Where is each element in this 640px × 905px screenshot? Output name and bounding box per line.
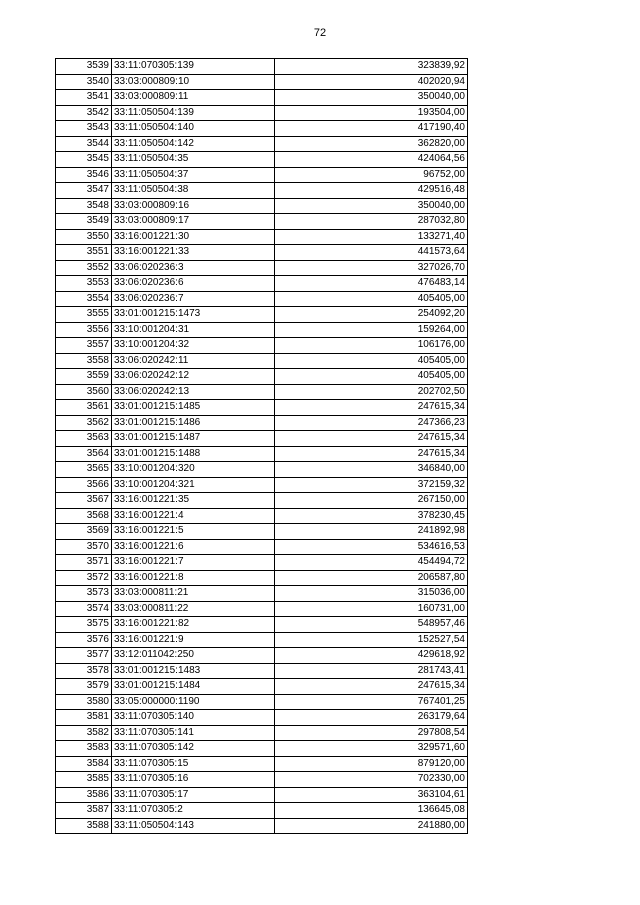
table-row xyxy=(56,787,468,803)
cadastral-value-cell: 96752,00 xyxy=(275,167,468,183)
table-row xyxy=(56,322,468,338)
row-number-cell: 3587 xyxy=(56,803,112,819)
table-row xyxy=(56,772,468,788)
row-number-cell: 3584 xyxy=(56,756,112,772)
cadastral-value-cell: 402020,94 xyxy=(275,74,468,90)
cadastral-value-cell: 362820,00 xyxy=(275,136,468,152)
cadastral-value-cell: 378230,45 xyxy=(275,508,468,524)
cadastral-number-cell: 33:11:070305:141 xyxy=(112,725,275,741)
row-number-cell: 3558 xyxy=(56,353,112,369)
cadastral-value-cell: 263179,64 xyxy=(275,710,468,726)
table-row xyxy=(56,586,468,602)
table-row xyxy=(56,338,468,354)
cadastral-number-cell: 33:11:070305:139 xyxy=(112,59,275,75)
cadastral-number-cell: 33:11:070305:2 xyxy=(112,803,275,819)
cadastral-number-cell: 33:16:001221:7 xyxy=(112,555,275,571)
cadastral-value-cell: 350040,00 xyxy=(275,90,468,106)
cadastral-value-cell: 267150,00 xyxy=(275,493,468,509)
table-row xyxy=(56,198,468,214)
cadastral-number-cell: 33:06:020242:12 xyxy=(112,369,275,385)
cadastral-value-cell: 363104,61 xyxy=(275,787,468,803)
row-number-cell: 3555 xyxy=(56,307,112,323)
table-row xyxy=(56,632,468,648)
table-row xyxy=(56,90,468,106)
row-number-cell: 3585 xyxy=(56,772,112,788)
table-row xyxy=(56,59,468,75)
table-row xyxy=(56,291,468,307)
row-number-cell: 3569 xyxy=(56,524,112,540)
row-number-cell: 3551 xyxy=(56,245,112,261)
cadastral-value-table xyxy=(55,58,468,834)
table-row xyxy=(56,462,468,478)
cadastral-number-cell: 33:11:050504:140 xyxy=(112,121,275,137)
cadastral-value-cell: 106176,00 xyxy=(275,338,468,354)
table-row xyxy=(56,105,468,121)
cadastral-number-cell: 33:10:001204:320 xyxy=(112,462,275,478)
cadastral-number-cell: 33:01:001215:1486 xyxy=(112,415,275,431)
row-number-cell: 3539 xyxy=(56,59,112,75)
table-row xyxy=(56,818,468,834)
cadastral-number-cell: 33:11:050504:38 xyxy=(112,183,275,199)
cadastral-value-cell: 476483,14 xyxy=(275,276,468,292)
table-row xyxy=(56,214,468,230)
cadastral-number-cell: 33:11:070305:142 xyxy=(112,741,275,757)
cadastral-number-cell: 33:01:001215:1483 xyxy=(112,663,275,679)
table-row xyxy=(56,307,468,323)
table-row xyxy=(56,431,468,447)
table-row xyxy=(56,245,468,261)
cadastral-value-cell: 247366,23 xyxy=(275,415,468,431)
cadastral-number-cell: 33:06:020236:7 xyxy=(112,291,275,307)
cadastral-number-cell: 33:03:000811:22 xyxy=(112,601,275,617)
row-number-cell: 3546 xyxy=(56,167,112,183)
cadastral-number-cell: 33:06:020236:6 xyxy=(112,276,275,292)
table-row xyxy=(56,229,468,245)
cadastral-value-cell: 206587,80 xyxy=(275,570,468,586)
row-number-cell: 3567 xyxy=(56,493,112,509)
table-row xyxy=(56,446,468,462)
cadastral-number-cell: 33:16:001221:4 xyxy=(112,508,275,524)
table-row xyxy=(56,369,468,385)
table-row xyxy=(56,415,468,431)
table-row xyxy=(56,353,468,369)
cadastral-value-cell: 281743,41 xyxy=(275,663,468,679)
cadastral-value-cell: 346840,00 xyxy=(275,462,468,478)
row-number-cell: 3548 xyxy=(56,198,112,214)
cadastral-number-cell: 33:11:070305:140 xyxy=(112,710,275,726)
cadastral-value-cell: 454494,72 xyxy=(275,555,468,571)
cadastral-number-cell: 33:01:001215:1484 xyxy=(112,679,275,695)
cadastral-value-cell: 323839,92 xyxy=(275,59,468,75)
row-number-cell: 3544 xyxy=(56,136,112,152)
row-number-cell: 3581 xyxy=(56,710,112,726)
row-number-cell: 3582 xyxy=(56,725,112,741)
row-number-cell: 3575 xyxy=(56,617,112,633)
page-number: 72 xyxy=(313,27,327,39)
table-row xyxy=(56,508,468,524)
table-row xyxy=(56,601,468,617)
cadastral-number-cell: 33:01:001215:1487 xyxy=(112,431,275,447)
row-number-cell: 3545 xyxy=(56,152,112,168)
cadastral-number-cell: 33:03:000809:10 xyxy=(112,74,275,90)
row-number-cell: 3571 xyxy=(56,555,112,571)
cadastral-value-cell: 429618,92 xyxy=(275,648,468,664)
cadastral-number-cell: 33:06:020236:3 xyxy=(112,260,275,276)
row-number-cell: 3547 xyxy=(56,183,112,199)
row-number-cell: 3564 xyxy=(56,446,112,462)
table-row xyxy=(56,493,468,509)
cadastral-value-cell: 350040,00 xyxy=(275,198,468,214)
cadastral-number-cell: 33:12:011042:250 xyxy=(112,648,275,664)
table-row xyxy=(56,152,468,168)
table-row xyxy=(56,539,468,555)
cadastral-number-cell: 33:16:001221:6 xyxy=(112,539,275,555)
table-row xyxy=(56,524,468,540)
table-row xyxy=(56,136,468,152)
row-number-cell: 3563 xyxy=(56,431,112,447)
row-number-cell: 3540 xyxy=(56,74,112,90)
row-number-cell: 3541 xyxy=(56,90,112,106)
cadastral-number-cell: 33:11:070305:15 xyxy=(112,756,275,772)
cadastral-value-cell: 202702,50 xyxy=(275,384,468,400)
cadastral-number-cell: 33:16:001221:33 xyxy=(112,245,275,261)
table-row xyxy=(56,663,468,679)
cadastral-number-cell: 33:10:001204:32 xyxy=(112,338,275,354)
row-number-cell: 3566 xyxy=(56,477,112,493)
cadastral-number-cell: 33:10:001204:321 xyxy=(112,477,275,493)
row-number-cell: 3578 xyxy=(56,663,112,679)
cadastral-value-cell: 424064,56 xyxy=(275,152,468,168)
cadastral-value-cell: 247615,34 xyxy=(275,679,468,695)
row-number-cell: 3552 xyxy=(56,260,112,276)
cadastral-number-cell: 33:06:020242:11 xyxy=(112,353,275,369)
cadastral-number-cell: 33:16:001221:9 xyxy=(112,632,275,648)
table-row xyxy=(56,648,468,664)
table-row xyxy=(56,570,468,586)
cadastral-value-cell: 405405,00 xyxy=(275,369,468,385)
cadastral-value-cell: 702330,00 xyxy=(275,772,468,788)
cadastral-value-cell: 548957,46 xyxy=(275,617,468,633)
cadastral-number-cell: 33:10:001204:31 xyxy=(112,322,275,338)
row-number-cell: 3580 xyxy=(56,694,112,710)
row-number-cell: 3586 xyxy=(56,787,112,803)
cadastral-value-cell: 405405,00 xyxy=(275,353,468,369)
cadastral-value-cell: 372159,32 xyxy=(275,477,468,493)
table-row xyxy=(56,276,468,292)
cadastral-number-cell: 33:03:000811:21 xyxy=(112,586,275,602)
row-number-cell: 3565 xyxy=(56,462,112,478)
cadastral-value-cell: 241892,98 xyxy=(275,524,468,540)
cadastral-value-cell: 441573,64 xyxy=(275,245,468,261)
table-body xyxy=(56,59,468,834)
row-number-cell: 3553 xyxy=(56,276,112,292)
cadastral-number-cell: 33:11:070305:17 xyxy=(112,787,275,803)
cadastral-number-cell: 33:06:020242:13 xyxy=(112,384,275,400)
row-number-cell: 3562 xyxy=(56,415,112,431)
row-number-cell: 3572 xyxy=(56,570,112,586)
cadastral-number-cell: 33:05:000000:1190 xyxy=(112,694,275,710)
table-row xyxy=(56,167,468,183)
cadastral-number-cell: 33:03:000809:17 xyxy=(112,214,275,230)
cadastral-number-cell: 33:11:070305:16 xyxy=(112,772,275,788)
cadastral-value-cell: 152527,54 xyxy=(275,632,468,648)
cadastral-number-cell: 33:11:050504:139 xyxy=(112,105,275,121)
cadastral-value-cell: 133271,40 xyxy=(275,229,468,245)
row-number-cell: 3557 xyxy=(56,338,112,354)
row-number-cell: 3583 xyxy=(56,741,112,757)
row-number-cell: 3579 xyxy=(56,679,112,695)
row-number-cell: 3588 xyxy=(56,818,112,834)
cadastral-value-cell: 329571,60 xyxy=(275,741,468,757)
cadastral-number-cell: 33:01:001215:1473 xyxy=(112,307,275,323)
row-number-cell: 3573 xyxy=(56,586,112,602)
table-row xyxy=(56,725,468,741)
cadastral-number-cell: 33:03:000809:16 xyxy=(112,198,275,214)
row-number-cell: 3543 xyxy=(56,121,112,137)
cadastral-number-cell: 33:11:050504:142 xyxy=(112,136,275,152)
row-number-cell: 3574 xyxy=(56,601,112,617)
table-row xyxy=(56,121,468,137)
cadastral-value-cell: 160731,00 xyxy=(275,601,468,617)
cadastral-value-cell: 287032,80 xyxy=(275,214,468,230)
cadastral-value-cell: 534616,53 xyxy=(275,539,468,555)
table-row xyxy=(56,803,468,819)
row-number-cell: 3550 xyxy=(56,229,112,245)
cadastral-number-cell: 33:16:001221:8 xyxy=(112,570,275,586)
cadastral-value-cell: 327026,70 xyxy=(275,260,468,276)
cadastral-value-cell: 136645,08 xyxy=(275,803,468,819)
table-row xyxy=(56,694,468,710)
row-number-cell: 3577 xyxy=(56,648,112,664)
table-row xyxy=(56,74,468,90)
table-row xyxy=(56,260,468,276)
cadastral-number-cell: 33:11:050504:35 xyxy=(112,152,275,168)
row-number-cell: 3570 xyxy=(56,539,112,555)
cadastral-value-cell: 297808,54 xyxy=(275,725,468,741)
cadastral-number-cell: 33:16:001221:30 xyxy=(112,229,275,245)
cadastral-value-cell: 241880,00 xyxy=(275,818,468,834)
row-number-cell: 3561 xyxy=(56,400,112,416)
cadastral-value-cell: 315036,00 xyxy=(275,586,468,602)
cadastral-value-cell: 429516,48 xyxy=(275,183,468,199)
cadastral-number-cell: 33:11:050504:37 xyxy=(112,167,275,183)
table-row xyxy=(56,555,468,571)
table-row xyxy=(56,617,468,633)
table-row xyxy=(56,756,468,772)
cadastral-value-cell: 254092,20 xyxy=(275,307,468,323)
cadastral-number-cell: 33:03:000809:11 xyxy=(112,90,275,106)
row-number-cell: 3549 xyxy=(56,214,112,230)
cadastral-value-cell: 247615,34 xyxy=(275,400,468,416)
row-number-cell: 3560 xyxy=(56,384,112,400)
cadastral-number-cell: 33:01:001215:1488 xyxy=(112,446,275,462)
row-number-cell: 3559 xyxy=(56,369,112,385)
cadastral-number-cell: 33:16:001221:35 xyxy=(112,493,275,509)
cadastral-value-cell: 405405,00 xyxy=(275,291,468,307)
table-row xyxy=(56,384,468,400)
table-row xyxy=(56,400,468,416)
cadastral-number-cell: 33:11:050504:143 xyxy=(112,818,275,834)
row-number-cell: 3554 xyxy=(56,291,112,307)
cadastral-value-cell: 417190,40 xyxy=(275,121,468,137)
table-row xyxy=(56,710,468,726)
cadastral-value-cell: 767401,25 xyxy=(275,694,468,710)
row-number-cell: 3556 xyxy=(56,322,112,338)
cadastral-value-cell: 879120,00 xyxy=(275,756,468,772)
cadastral-number-cell: 33:16:001221:82 xyxy=(112,617,275,633)
cadastral-value-cell: 247615,34 xyxy=(275,431,468,447)
cadastral-value-cell: 159264,00 xyxy=(275,322,468,338)
row-number-cell: 3542 xyxy=(56,105,112,121)
cadastral-number-cell: 33:16:001221:5 xyxy=(112,524,275,540)
table-row xyxy=(56,477,468,493)
table-row xyxy=(56,741,468,757)
table-row xyxy=(56,679,468,695)
cadastral-number-cell: 33:01:001215:1485 xyxy=(112,400,275,416)
row-number-cell: 3568 xyxy=(56,508,112,524)
cadastral-value-cell: 247615,34 xyxy=(275,446,468,462)
row-number-cell: 3576 xyxy=(56,632,112,648)
cadastral-value-cell: 193504,00 xyxy=(275,105,468,121)
table-row xyxy=(56,183,468,199)
